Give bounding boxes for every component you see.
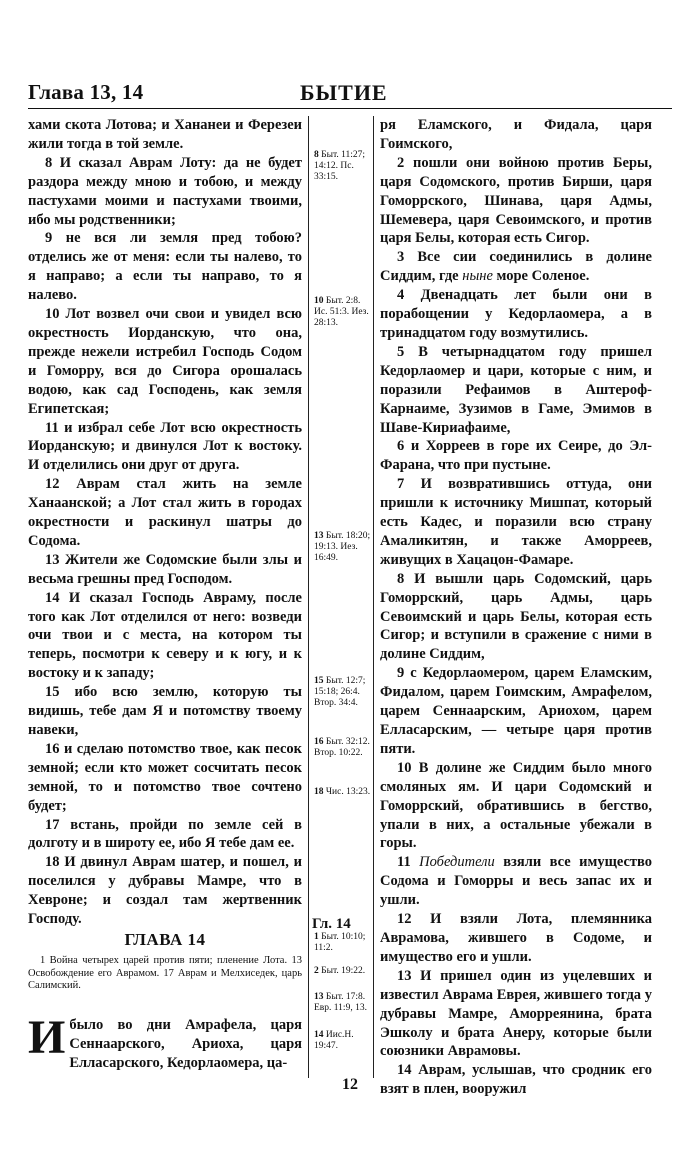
crossref-text: Быт. 17:8. Евр. 11:9, 13. xyxy=(314,992,367,1013)
verse-8-ch14: 8 И вышли царь Содомский, царь Гоморрский, царь Адмы, царь Севоимский и царь Белы, которая есть Сигор; и вступили в сражение с ними в долине Сиддим, xyxy=(380,570,652,663)
left-text-column xyxy=(28,116,302,929)
crossref-ch14-14 xyxy=(314,1030,374,1052)
crossref-ch14-2 xyxy=(314,966,374,977)
crossref-text: Быт. 2:8. Ис. 51:3. Иез. 28:13. xyxy=(314,296,369,328)
verse-11-part-a: 11 xyxy=(397,854,420,871)
verse-15: 15 ибо всю землю, которую ты видишь, тебе дам Я и потомству твоему навеки, xyxy=(28,684,302,738)
crossref-ch14-1 xyxy=(314,932,374,954)
page-number: 12 xyxy=(342,1076,358,1093)
crossref-num: 16 xyxy=(314,737,324,747)
crossref-text: Быт. 18:20; 19:13. Иез. 16:49. xyxy=(314,531,371,563)
verse-11-ch14 xyxy=(380,853,652,910)
verse-9-ch14: 9 с Кедорлаомером, царем Еламским, Фидалом, царем Гоимским, Амрафелом, царем Сеннаарским, Ариохом, царем Елласарским, — четыре царя против пяти. xyxy=(380,665,652,757)
verse-5: 5 В четырнадцатом году пришел Кедорлаомер и цари, которые с ним, и поразили Рефаимов в Аштероф-Карнаиме, Зузимов в Гаме, Эмимов в Шаве-Кириафаиме, xyxy=(380,343,652,436)
running-header-book: БЫТИЕ xyxy=(300,80,388,105)
crossref-chapter-14-label: Гл. 14 xyxy=(312,916,351,932)
verse-8: 8 И сказал Аврам Лоту: да не будет раздора между мною и тобою, и между пастухами моими и пастухами твоими, ибо мы родственники; xyxy=(28,154,302,228)
chapter-summary-text: 1 Война четырех царей против пяти; пленение Лота. 13 Освобождение его Аврамом. 17 Аврам и Мелхиседек, царь Салимский. xyxy=(28,955,302,991)
crossref-text: Иис.Н. 19:47. xyxy=(314,1030,354,1051)
crossref-num: 14 xyxy=(314,1030,324,1040)
crossref-num: 15 xyxy=(314,676,324,686)
verse-17: 17 встань, пройди по земле сей в долготу и в широту ее, ибо Я тебе дам ее. xyxy=(28,816,302,852)
verse-3 xyxy=(380,248,652,286)
crossref-10 xyxy=(314,296,374,329)
verse-3-part-b: море Соленое. xyxy=(492,268,590,285)
header-rule xyxy=(28,108,672,109)
crossref-num: 13 xyxy=(314,531,324,541)
crossref-num: 10 xyxy=(314,296,324,306)
column-divider-left xyxy=(308,116,309,1078)
verse-12: 12 Аврам стал жить на земле Ханаанской; а Лот стал жить в городах окрестности и раскинул шатры до Содома. xyxy=(28,476,302,549)
crossref-15 xyxy=(314,676,374,709)
crossref-16 xyxy=(314,737,374,759)
verse-13: 13 Жители же Содомские были злы и весьма грешны пред Господом. xyxy=(28,551,302,587)
verse-10: 10 Лот возвел очи свои и увидел всю окрестность Иорданскую, что она, прежде нежели истребил Господь Содом и Гоморру, вся до Сигора орошалась водою, как сад Господень, как земля Египетская; xyxy=(28,306,302,417)
crossref-text: Быт. 32:12. Втор. 10:22. xyxy=(314,737,370,758)
verse-7: 7 И возвратившись оттуда, они пришли к источнику Мишпат, который есть Кадес, и поразили всю страну Амаликитян, и также Аморреев, живущих в Хацацон-Фамаре. xyxy=(380,476,652,568)
chapter-14-verse-1 xyxy=(28,1011,302,1073)
verse-18: 18 И двинул Аврам шатер, и пошел, и поселился у дубравы Мамре, что в Хевроне; и создал там жертвенник Господу. xyxy=(28,854,302,928)
crossref-num: 2 xyxy=(314,966,319,976)
verse-14-ch14: 14 Аврам, услышав, что сродник его взят в плен, вооружил xyxy=(380,1062,652,1098)
drop-cap: И xyxy=(28,1011,66,1064)
verse-3-part-a: 3 Все сии соединились в долине Сиддим, где xyxy=(380,249,652,285)
crossref-ch14-13 xyxy=(314,992,374,1014)
verse-14: 14 И сказал Господь Авраму, после того как Лот отделился от него: возведи очи твои и с места, на котором ты теперь, посмотри к северу и к югу, и к востоку и к западу; xyxy=(28,589,302,682)
verse-continuation: хами скота Лотова; и Хананеи и Ферезеи жили тогда в той земле. xyxy=(28,117,302,152)
chapter-14-title: ГЛАВА 14 xyxy=(124,930,206,949)
crossref-8 xyxy=(314,150,374,183)
crossref-text: Чис. 13:23. xyxy=(325,787,371,797)
verse-1-continuation: ря Еламского, и Фидала, царя Гоимского, xyxy=(380,117,652,152)
crossref-num: 1 xyxy=(314,932,319,942)
running-header-chapter: Глава 13, 14 xyxy=(28,80,144,104)
crossref-text: Быт. 19:22. xyxy=(321,966,366,976)
chapter-14-summary xyxy=(28,955,302,993)
crossref-text: Быт. 12:7; 15:18; 26:4. Втор. 34:4. xyxy=(314,676,366,708)
verse-12-ch14: 12 И взяли Лота, племянника Аврамова, жившего в Содоме, и имущество его и ушли. xyxy=(380,911,652,965)
right-text-column xyxy=(380,116,652,1099)
verse-1-text: было во дни Амрафела, царя Сеннаарского, Ариоха, царя Елласарского, Кедорлаомера, ца- xyxy=(69,1017,302,1071)
verse-13-ch14: 13 И пришел один из уцелевших и известил Аврама Еврея, жившего тогда у дубравы Мамре, Аморреянина, брата Эшколу и брата Анеру, которые были союзники Аврамовы. xyxy=(380,967,652,1060)
verse-16: 16 и сделаю потомство твое, как песок земной; если кто может сосчитать песок земной, то и потомство твое сочтено будет; xyxy=(28,740,302,814)
crossref-num: 18 xyxy=(314,787,324,797)
crossref-13 xyxy=(314,531,374,564)
verse-9: 9 не вся ли земля пред тобою? отделись же от меня: если ты налево, то я направо; а если ты направо, то я налево. xyxy=(28,230,302,304)
crossref-text: Быт. 11:27; 14:12. Пс. 33:15. xyxy=(314,150,366,182)
verse-11-italic: Победители xyxy=(419,854,495,871)
crossref-text: Быт. 10:10; 11:2. xyxy=(314,932,366,953)
crossref-18 xyxy=(314,787,374,798)
verse-11-part-b: взяли все имущество Содома и Гоморры и весь запас их и ушли. xyxy=(380,854,652,909)
verse-3-italic: ныне xyxy=(462,268,493,285)
crossref-num: 13 xyxy=(314,992,324,1002)
verse-10-ch14: 10 В долине же Сиддим было много смоляных ям. И цари Содомский и Гоморрский, обратившись в бегство, упали в них, а остальные убежали в горы. xyxy=(380,759,652,852)
verse-6: 6 и Хорреев в горе их Сеире, до Эл-Фарана, что при пустыне. xyxy=(380,438,652,474)
verse-4: 4 Двенадцать лет были они в порабощении у Кедорлаомера, а в тринадцатом году возмутились. xyxy=(380,287,652,341)
verse-11: 11 и избрал себе Лот всю окрестность Иорданскую; и двинулся Лот к востоку. И отделились они друг от друга. xyxy=(28,419,302,474)
verse-2: 2 пошли они войною против Беры, царя Содомского, против Бирши, царя Гоморрского, Шинава, царя Адмы, Шемевера, царя Севоимского, и против царя Белы, которая есть Сигор. xyxy=(380,154,652,247)
crossref-num: 8 xyxy=(314,150,319,160)
